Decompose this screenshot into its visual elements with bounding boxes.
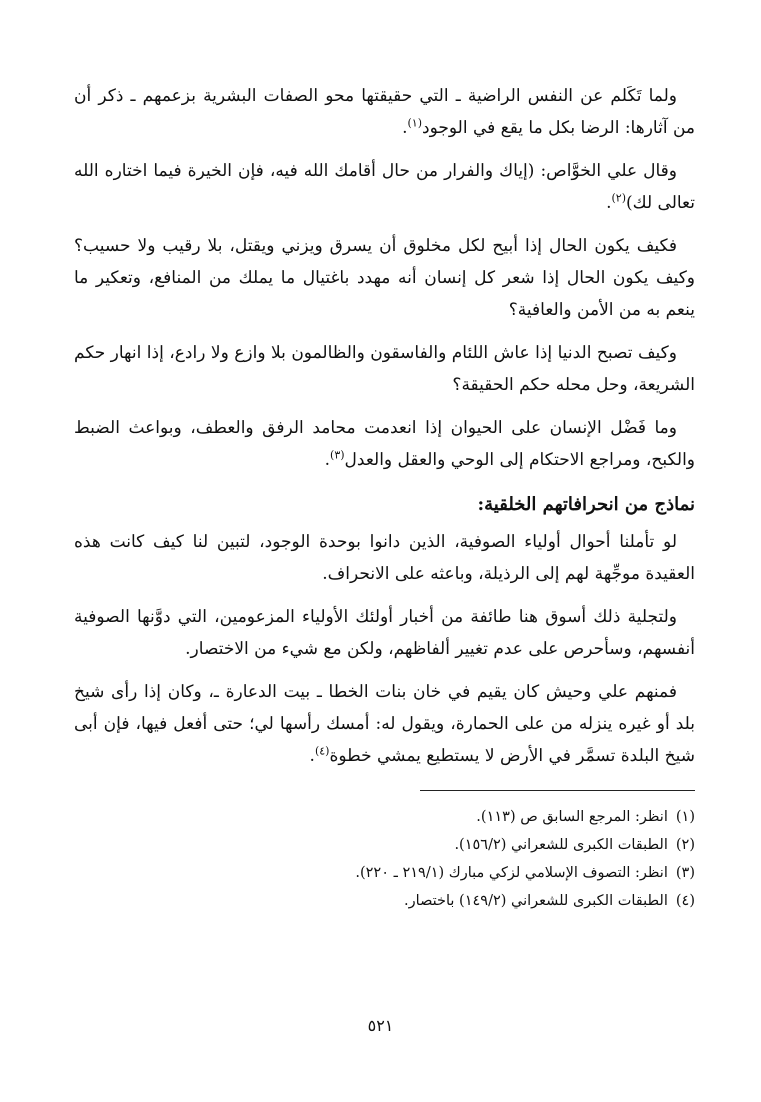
paragraph-text: لو تأملنا أحوال أولياء الصوفية، الذين دانوا بوحدة الوجود، لتبين لنا كيف كانت هذه العقيدة موجِّهة لهم إلى الرذيلة، وباعثه على الانحراف. (74, 532, 695, 584)
page-number: ٥٢١ (367, 1016, 394, 1035)
footnote-number: (١) (675, 809, 695, 825)
footnote-text: الطبقات الكبرى للشعراني (١٤٩/٢) باختصار. (404, 893, 668, 909)
paragraph-text: وقال علي الخوَّاص: (إياك والفرار من حال أقامك الله فيه، فإن الخيرة فيما اختاره الله تعالى لك) (74, 161, 695, 213)
footnote-number: (٤) (675, 893, 695, 909)
paragraph-5 (74, 412, 695, 476)
paragraph-6 (74, 526, 695, 590)
footnote-ref-1: (١) (407, 116, 422, 130)
paragraph-text: ولما تَكَلم عن النفس الراضية ـ التي حقيقتها محو الصفات البشرية بزعمهم ـ ذكر أن من آثارها: الرضا بكل ما يقع في الوجود (74, 86, 695, 138)
footnote-4 (74, 887, 695, 915)
footnote-divider (420, 790, 695, 791)
footnote-text: انظر: التصوف الإسلامي لزكي مبارك (٢١٩/١ ـ ٢٢٠). (355, 865, 668, 881)
paragraph-end: . (324, 450, 331, 470)
paragraph-text: وكيف تصبح الدنيا إذا عاش اللئام والفاسقون والظالمون بلا وازع ولا رادع، إذا انهار حكم الشريعة، وحل محله حكم الحقيقة؟ (74, 343, 695, 395)
paragraph-3 (74, 230, 695, 326)
paragraph-text: فكيف يكون الحال إذا أبيح لكل مخلوق أن يسرق ويزني ويقتل، بلا رقيب ولا حسيب؟ وكيف يكون الحال إذا شعر كل إنسان أنه مهدد باغتيال ما يملك من المنافع، وتعكير ما ينعم به من الأمن والعافية؟ (74, 236, 695, 320)
footnote-text: انظر: المرجع السابق ص (١١٣). (476, 809, 668, 825)
footnote-ref-3: (٣) (330, 448, 345, 462)
footnote-number: (٣) (675, 865, 695, 881)
paragraph-8 (74, 676, 695, 772)
footnote-1 (74, 803, 695, 831)
footnote-3 (74, 859, 695, 887)
footnote-text: الطبقات الكبرى للشعراني (١٥٦/٢). (454, 837, 668, 853)
paragraph-2 (74, 155, 695, 219)
paragraph-text: وما فَضْل الإنسان على الحيوان إذا انعدمت محامد الرفق والعطف، وبواعث الضبط والكبح، ومراجع الاحتكام إلى الوحي والعقل والعدل (74, 418, 695, 470)
paragraph-4 (74, 337, 695, 401)
section-heading: نماذج من انحرافاتهم الخلقية: (477, 494, 695, 515)
paragraph-7 (74, 601, 695, 665)
footnote-2 (74, 831, 695, 859)
footnote-ref-2: (٢) (611, 191, 626, 205)
footnote-number: (٢) (675, 837, 695, 853)
footnote-ref-4: (٤) (314, 744, 330, 758)
paragraph-1 (74, 80, 695, 144)
paragraph-text: ولتجلية ذلك أسوق هنا طائفة من أخبار أولئك الأولياء المزعومين، التي دوَّنها الصوفية أنفسهم، وسأحرص على عدم تغيير ألفاظهم، ولكن مع شيء من الاختصار. (74, 607, 695, 659)
paragraph-text: فمنهم علي وحيش كان يقيم في خان بنات الخطا ـ بيت الدعارة ـ، وكان إذا رأى شيخ بلد أو غيره ينزله من على الحمارة، ويقول له: أمسك رأسها لي؛ حتى أفعل فيها، فإن أبى شيخ البلدة تسمَّر في الأرض لا يستطيع يمشي خطوة (74, 682, 695, 766)
paragraph-end: . (606, 193, 612, 213)
paragraph-end: . (309, 746, 315, 766)
paragraph-end: . (402, 118, 408, 138)
footnotes-list (74, 803, 695, 915)
